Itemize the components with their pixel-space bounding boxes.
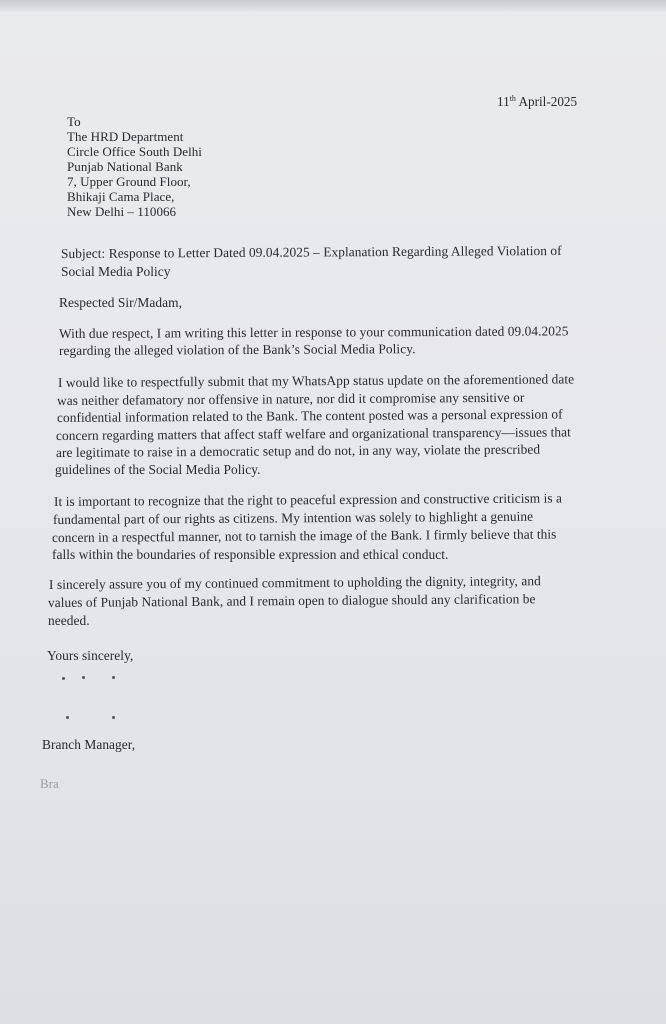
address-line: Bhikaji Cama Place, bbox=[67, 189, 175, 204]
paragraph-line: was neither defamatory nor offensive in nature, nor did it compromise any sensitive or bbox=[56, 389, 525, 408]
address-line: New Delhi – 110066 bbox=[67, 204, 177, 219]
ink-mark bbox=[82, 676, 85, 679]
ink-mark bbox=[66, 716, 69, 719]
faded-text: Bra bbox=[40, 776, 59, 791]
address-line: Circle Office South Delhi bbox=[67, 144, 202, 159]
salutation: Respected Sir/Madam, bbox=[59, 295, 182, 310]
paragraph-line: I sincerely assure you of my continued commitment to upholding the dignity, integrity, and bbox=[48, 573, 541, 592]
ink-mark bbox=[112, 676, 115, 679]
paragraph-line: values of Punjab National Bank, and I remain open to dialogue should any clarification be bbox=[47, 591, 536, 610]
paragraph-line: I would like to respectfully submit that my WhatsApp status update on the aforementioned date bbox=[57, 371, 575, 390]
address-line: The HRD Department bbox=[67, 129, 184, 144]
paragraph-line: With due respect, I am writing this letter in response to your communication dated 09.04.2025 bbox=[58, 323, 569, 341]
paragraph-line: are legitimate to raise in a democratic setup and do not, in any way, violate the prescribed bbox=[55, 441, 541, 460]
to-label: To bbox=[67, 114, 81, 129]
paragraph-line: guidelines of the Social Media Policy. bbox=[55, 462, 261, 477]
paragraph-line: concern in a respectful manner, not to tarnish the image of the Bank. I firmly believe that this bbox=[51, 526, 557, 545]
paper-top-edge bbox=[0, 0, 666, 12]
address-line: 7, Upper Ground Floor, bbox=[67, 174, 191, 189]
paragraph-line: confidential information related to the Bank. The content posted was a personal expression of bbox=[56, 406, 563, 425]
address-line: Punjab National Bank bbox=[67, 159, 183, 174]
paragraph-line: falls within the boundaries of responsible expression and ethical conduct. bbox=[52, 547, 449, 562]
subject-line: Social Media Policy bbox=[61, 264, 171, 279]
paragraph-line: It is important to recognize that the right to peaceful expression and constructive criticism is a bbox=[53, 490, 563, 509]
subject-line: Subject: Response to Letter Dated 09.04.2025 – Explanation Regarding Alleged Violation of bbox=[60, 242, 562, 261]
designation: Branch Manager, bbox=[42, 737, 136, 752]
ink-mark bbox=[112, 716, 115, 719]
paragraph-line: concern regarding matters that affect staff welfare and organizational transparency—issues that bbox=[55, 424, 571, 443]
ink-mark bbox=[62, 677, 65, 680]
letter-date: 11th April-2025 bbox=[497, 94, 578, 109]
paragraph-line: fundamental part of our rights as citizens. My intention was solely to highlight a genuine bbox=[52, 508, 534, 527]
paragraph-line: regarding the alleged violation of the Bank’s Social Media Policy. bbox=[58, 341, 416, 358]
closing: Yours sincerely, bbox=[47, 648, 134, 663]
paragraph-line: needed. bbox=[48, 613, 90, 628]
